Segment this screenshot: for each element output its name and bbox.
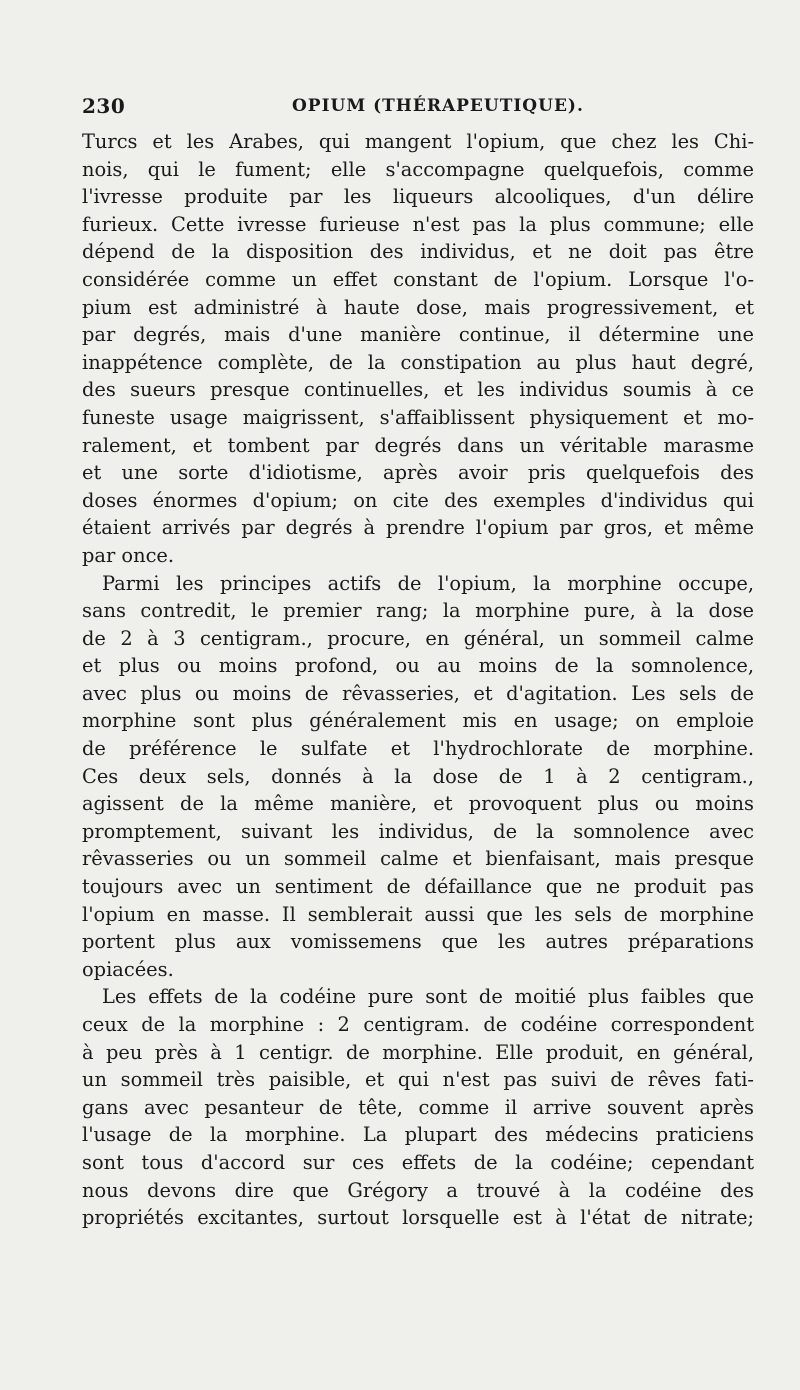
- text-line: des sueurs presque continuelles, et les individus soumis à ce: [82, 378, 754, 402]
- text-line: à peu près à 1 centigr. de morphine. Elle produit, en général,: [82, 1040, 754, 1064]
- text-line: nous devons dire que Grégory a trouvé à la codéine des: [82, 1178, 754, 1202]
- text-line: portent plus aux vomissemens que les autres préparations: [82, 930, 754, 954]
- text-line: gans avec pesanteur de tête, comme il arrive souvent après: [82, 1095, 754, 1119]
- page-header: [82, 94, 754, 122]
- text-line: l'ivresse produite par les liqueurs alcooliques, d'un délire: [82, 185, 754, 209]
- text-line: sont tous d'accord sur ces effets de la codéine; cependant: [82, 1150, 754, 1174]
- page-number: 230: [82, 94, 126, 118]
- text-line: de 2 à 3 centigram., procure, en général, un sommeil calme: [82, 626, 754, 650]
- text-line: étaient arrivés par degrés à prendre l'opium par gros, et même: [82, 516, 754, 540]
- text-line: Les effets de la codéine pure sont de moitié plus faibles que: [102, 985, 754, 1009]
- text-line: Parmi les principes actifs de l'opium, la morphine occupe,: [102, 571, 754, 595]
- body-text: [82, 128, 754, 1232]
- text-line: un sommeil très paisible, et qui n'est pas suivi de rêves fati-: [82, 1068, 754, 1092]
- text-line: ceux de la morphine : 2 centigram. de codéine correspondent: [82, 1013, 754, 1036]
- text-line: considérée comme un effet constant de l'opium. Lorsque l'o-: [82, 267, 754, 291]
- text-line: l'opium en masse. Il semblerait aussi que les sels de morphine: [82, 902, 754, 926]
- text-line: inappétence complète, de la constipation au plus haut degré,: [82, 350, 754, 374]
- text-line: morphine sont plus généralement mis en usage; on emploie: [82, 709, 754, 733]
- text-line: avec plus ou moins de rêvasseries, et d'agitation. Les sels de: [82, 681, 754, 705]
- text-line: par degrés, mais d'une manière continue, il détermine une: [82, 323, 754, 347]
- text-line: par once.: [82, 543, 175, 567]
- text-line: agissent de la même manière, et provoquent plus ou moins: [82, 792, 754, 816]
- text-line: opiacées.: [82, 957, 174, 981]
- text-line: Turcs et les Arabes, qui mangent l'opium, que chez les Chi-: [82, 130, 754, 153]
- text-line: toujours avec un sentiment de défaillance que ne produit pas: [82, 875, 754, 899]
- text-line: et plus ou moins profond, ou au moins de la somnolence,: [82, 654, 754, 678]
- text-line: promptement, suivant les individus, de la somnolence avec: [82, 819, 754, 843]
- text-line: nois, qui le fument; elle s'accompagne quelquefois, comme: [82, 157, 754, 181]
- text-line: pium est administré à haute dose, mais progressivement, et: [82, 295, 754, 319]
- text-line: Ces deux sels, donnés à la dose de 1 à 2 centigram.,: [82, 764, 754, 788]
- text-line: de préférence le sulfate et l'hydrochlorate de morphine.: [82, 737, 754, 761]
- text-line: funeste usage maigrissent, s'affaiblissent physiquement et mo-: [82, 405, 754, 429]
- text-line: sans contredit, le premier rang; la morphine pure, à la dose: [82, 599, 754, 623]
- text-line: et une sorte d'idiotisme, après avoir pris quelquefois des: [82, 461, 754, 485]
- text-line: furieux. Cette ivresse furieuse n'est pas la plus commune; elle: [82, 212, 754, 236]
- text-line: l'usage de la morphine. La plupart des médecins praticiens: [82, 1123, 754, 1147]
- text-line: rêvasseries ou un sommeil calme et bienfaisant, mais presque: [82, 847, 754, 871]
- text-line: propriétés excitantes, surtout lorsquelle est à l'état de nitrate;: [82, 1206, 754, 1230]
- text-line: doses énormes d'opium; on cite des exemples d'individus qui: [82, 488, 754, 512]
- text-line: ralement, et tombent par degrés dans un véritable marasme: [82, 433, 754, 457]
- running-head: OPIUM (THÉRAPEUTIQUE).: [292, 96, 584, 116]
- text-line: dépend de la disposition des individus, et ne doit pas être: [82, 240, 754, 264]
